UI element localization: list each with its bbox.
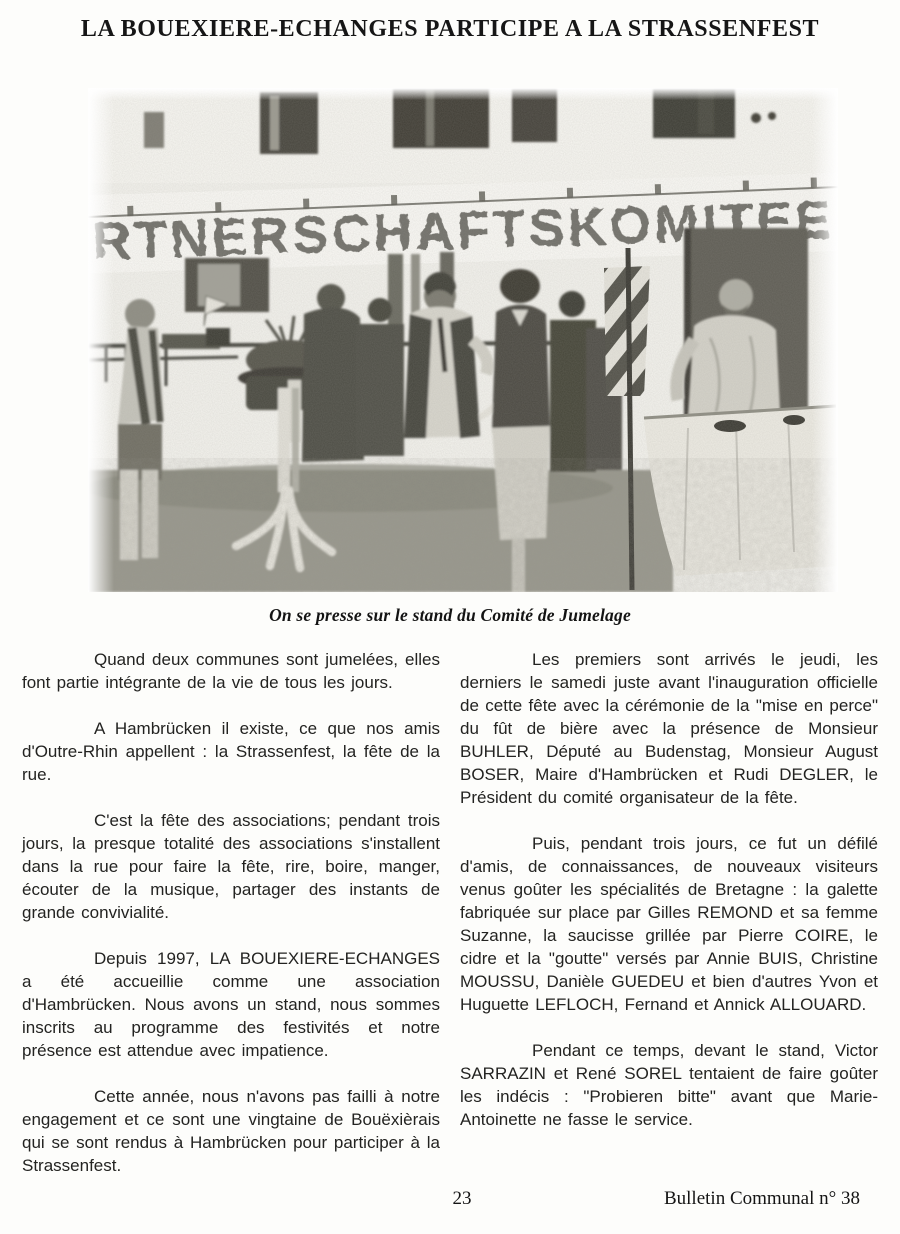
- paragraph: Depuis 1997, LA BOUEXIERE-ECHANGES a été accueillie comme une association d'Hambrücken. Nous avons un stand, nous sommes inscrits au programme des festivités et notre présence est attendue avec impatience.: [22, 949, 440, 1060]
- paragraph: Pendant ce temps, devant le stand, Victor SARRAZIN et René SOREL tentaient de faire goûter les indécis : "Probieren bitte" avant que Marie-Antoinette ne fasse le service.: [460, 1041, 878, 1129]
- paragraph: C'est la fête des associations; pendant trois jours, la presque totalité des associations s'installent dans la rue pour faire la fête, rire, boire, manger, écouter de la musique, partager des instants de grande convivialité.: [22, 811, 440, 922]
- article-columns: [22, 648, 878, 1200]
- strassenfest-photo: [88, 88, 838, 592]
- paragraph: Les premiers sont arrivés le jeudi, les derniers le samedi juste avant l'inauguration officielle de cette fête avec la cérémonie de la "mise en perce" du fût de bière avec la présence de Monsieur BUHLER, Député au Budenstag, Monsieur August BOSER, Maire d'Hambrücken et Rudi DEGLER, le Président du comité organisateur de la fête.: [460, 650, 878, 807]
- paragraph: Cette année, nous n'avons pas failli à notre engagement et ce sont une vingtaine de Bouëxièrais qui se sont rendus à Hambrücken pour participer à la Strassenfest.: [22, 1087, 440, 1175]
- bulletin-label: Bulletin Communal n° 38: [663, 1188, 860, 1209]
- photo-caption: On se presse sur le stand du Comité de Jumelage: [269, 605, 631, 625]
- page-number: 23: [452, 1188, 472, 1209]
- paragraph: A Hambrücken il existe, ce que nos amis d'Outre-Rhin appellent : la Strassenfest, la fête de la rue.: [22, 719, 440, 784]
- page-footer: [0, 1188, 900, 1218]
- photo-figure: [88, 88, 838, 592]
- right-column: [460, 648, 878, 1200]
- page-title: LA BOUEXIERE-ECHANGES PARTICIPE A LA STRASSENFEST: [80, 16, 820, 42]
- paragraph: Quand deux communes sont jumelées, elles font partie intégrante de la vie de tous les jours.: [22, 650, 440, 692]
- paragraph: Puis, pendant trois jours, ce fut un défilé d'amis, de connaissances, de nouveaux visiteurs venus goûter les spécialités de Bretagne : la galette fabriquée sur place par Gilles REMOND et sa femme Suzanne, la saucisse grillée par Pierre COIRE, le cidre et la "goutte" versés par Annie BUIS, Christine MOUSSU, Danièle GUEDEU et bien d'autres Yvon et Huguette LEFLOCH, Fernand et Annick ALLOUARD.: [460, 834, 878, 1014]
- left-column: [22, 648, 440, 1200]
